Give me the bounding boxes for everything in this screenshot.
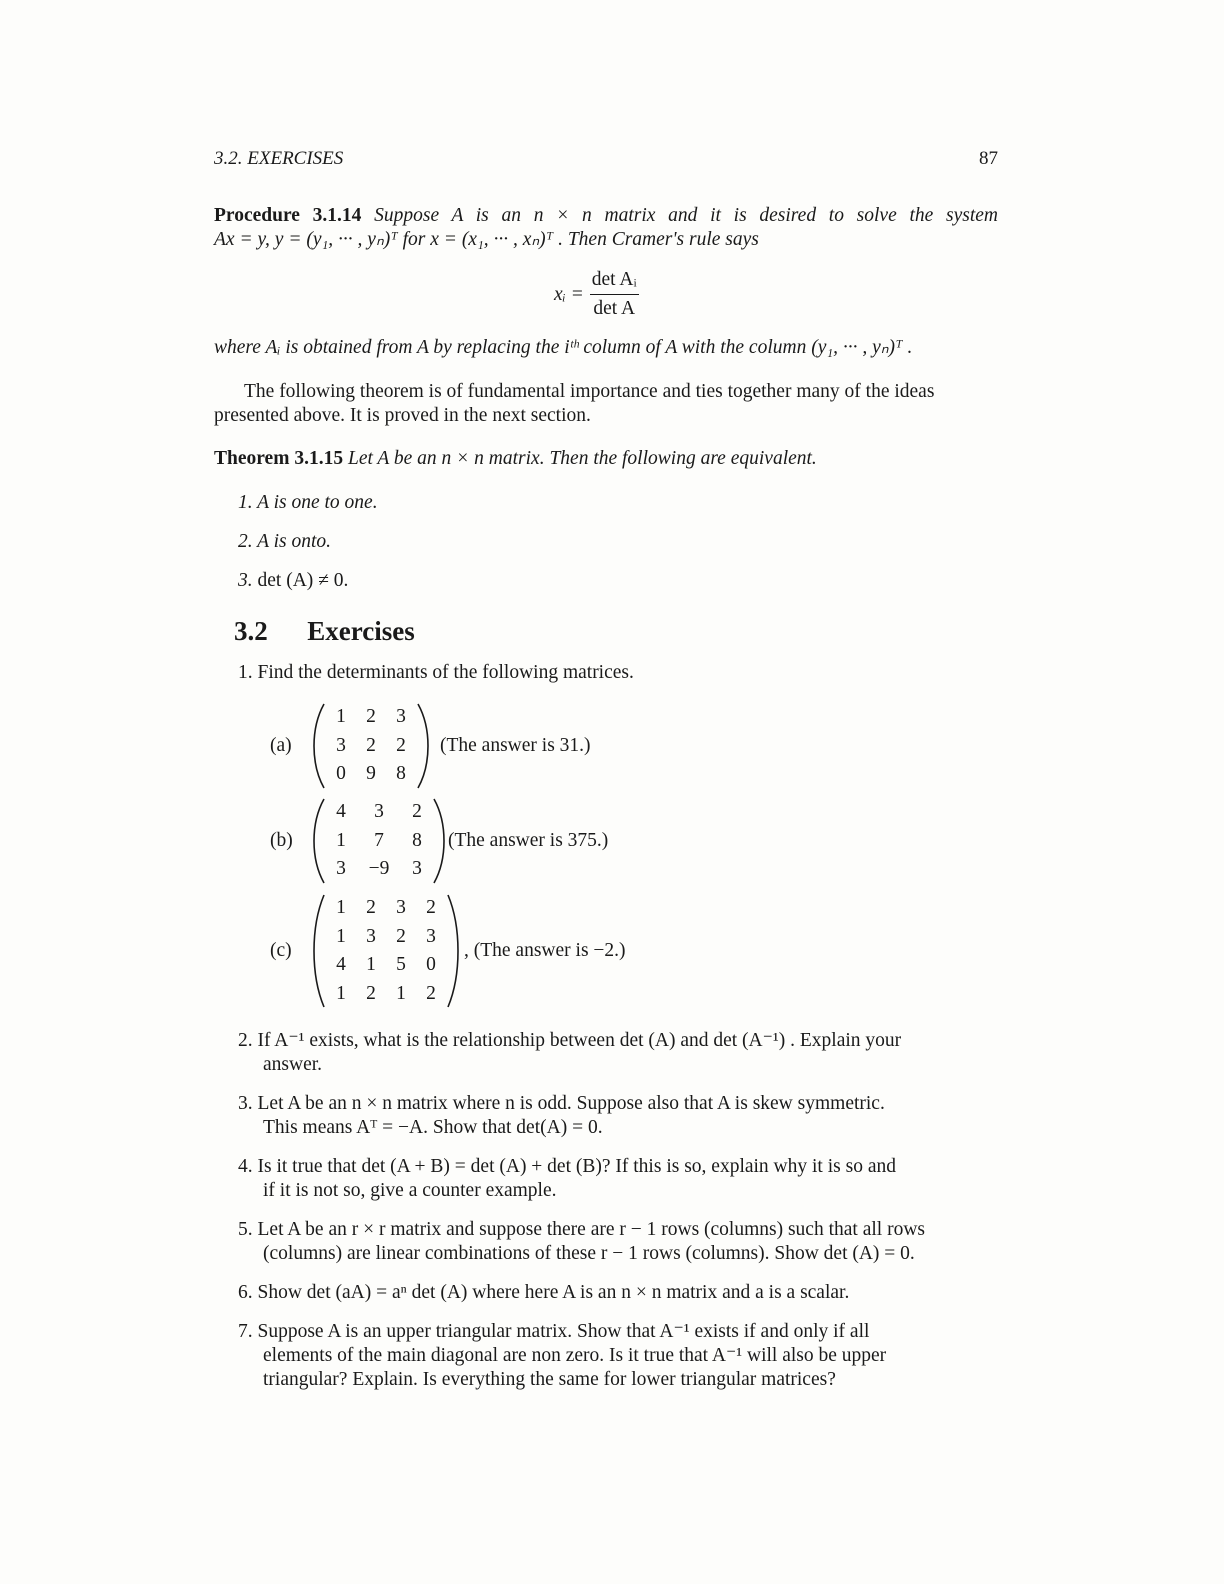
matrix-cell: 4: [336, 801, 346, 823]
matrix-cell: 2: [366, 982, 376, 1004]
exercise-1a: [270, 702, 591, 790]
exercise-number: 4.: [238, 1156, 253, 1177]
matrix-cell: 1: [336, 706, 346, 728]
matrix-cell: 3: [336, 858, 346, 880]
exercise-text: Show det (aA) = aⁿ det (A) where here A is an n × n matrix and a is a scalar.: [257, 1282, 850, 1303]
right-paren-icon: [446, 893, 460, 1009]
matrix-a-grid: [326, 703, 416, 789]
formula-lhs: xᵢ =: [554, 283, 584, 305]
matrix-cell: 3: [396, 897, 406, 918]
matrix-cell: 3: [396, 706, 406, 728]
exercise-6: [238, 1281, 849, 1305]
matrix-b: [312, 797, 446, 885]
matrix-cell: 1: [336, 829, 346, 851]
matrix-cell: 2: [396, 734, 406, 756]
procedure-line-2: Ax = y, y = (y₁, ··· , yₙ)ᵀ for x = (x₁, ··· , xₙ)ᵀ . Then Cramer's rule says: [214, 229, 759, 250]
theorem-item-2: [238, 530, 331, 554]
left-paren-icon: [312, 702, 326, 790]
theorem-item-1: [238, 491, 378, 515]
theorem-item-number: 2.: [238, 531, 253, 552]
section-title: Exercises: [307, 616, 415, 646]
exercise-1b: [270, 797, 608, 885]
exercise-text: Find the determinants of the following matrices.: [257, 662, 634, 683]
exercise-2: [238, 1029, 901, 1053]
procedure-label: Procedure 3.1.14: [214, 205, 362, 226]
matrix-cell: 1: [366, 954, 376, 975]
procedure-line-1: [214, 204, 998, 228]
matrix-cell: 0: [426, 954, 436, 975]
procedure-text-1: Suppose A is an n × n matrix and it is desired to solve the system: [374, 205, 998, 226]
intro-paragraph-line-2: presented above. It is proved in the next section.: [214, 405, 591, 426]
exercise-number: 7.: [238, 1321, 253, 1342]
formula-numerator: det Aᵢ: [590, 268, 639, 295]
theorem-item-text: A is one to one.: [257, 492, 378, 513]
matrix-cell: 9: [366, 763, 376, 785]
matrix-cell: 1: [396, 982, 406, 1004]
answer-text: (The answer is 31.): [440, 735, 591, 756]
theorem-label: Theorem 3.1.15: [214, 448, 344, 469]
section-heading: [234, 616, 415, 647]
exercise-7-line-2: elements of the main diagonal are non zero. Is it true that A⁻¹ will also be upper: [263, 1345, 887, 1366]
theorem-item-text: det (A) ≠ 0.: [257, 570, 349, 591]
matrix-cell: 3: [336, 734, 346, 756]
exercise-7-line-3: triangular? Explain. Is everything the same for lower triangular matrices?: [263, 1369, 836, 1390]
exercise-1c: [270, 893, 626, 1009]
matrix-a: [312, 702, 430, 790]
page-number: 87: [979, 148, 998, 169]
matrix-cell: 2: [366, 734, 376, 756]
exercise-text: If A⁻¹ exists, what is the relationship between det (A) and det (A⁻¹) . Explain your: [257, 1030, 902, 1051]
procedure-where-line: where Aᵢ is obtained from A by replacing the iᵗʰ column of A with the column (y₁, ··· , yₙ)ᵀ .: [214, 337, 913, 358]
theorem-item-number: 3.: [238, 570, 253, 591]
part-label: (a): [270, 735, 292, 756]
matrix-cell: 2: [366, 706, 376, 728]
exercise-3: [238, 1092, 885, 1116]
exercise-number: 5.: [238, 1219, 253, 1240]
exercise-3-line-2: This means Aᵀ = −A. Show that det(A) = 0.: [263, 1117, 603, 1138]
part-label: (b): [270, 830, 293, 851]
formula-fraction: [590, 268, 639, 321]
matrix-cell: 2: [426, 982, 436, 1004]
matrix-cell: 3: [374, 801, 384, 823]
answer-text: , (The answer is −2.): [464, 940, 626, 961]
intro-paragraph-line-1: The following theorem is of fundamental importance and ties together many of the ideas: [244, 381, 935, 402]
matrix-cell: 8: [396, 763, 406, 785]
matrix-b-grid: [326, 798, 432, 884]
exercise-2-line-2: answer.: [263, 1054, 323, 1075]
theorem-item-number: 1.: [238, 492, 253, 513]
exercise-number: 3.: [238, 1093, 253, 1114]
matrix-cell: −9: [368, 858, 390, 880]
running-header-section: 3.2. EXERCISES: [214, 148, 344, 169]
matrix-cell: 1: [336, 897, 346, 918]
cramer-formula: [554, 268, 639, 321]
matrix-cell: 1: [336, 925, 346, 947]
theorem-text: Let A be an n × n matrix. Then the following are equivalent.: [347, 448, 817, 469]
matrix-cell: 2: [396, 925, 406, 947]
matrix-cell: 2: [366, 897, 376, 918]
theorem-item-3: [238, 569, 348, 593]
exercise-number: 6.: [238, 1282, 253, 1303]
matrix-cell: 8: [412, 829, 422, 851]
left-paren-icon: [312, 893, 326, 1009]
exercise-7: [238, 1320, 869, 1344]
theorem-statement: [214, 447, 817, 471]
matrix-cell: 1: [336, 982, 346, 1004]
exercise-5-line-2: (columns) are linear combinations of these r − 1 rows (columns). Show det (A) = 0.: [263, 1243, 915, 1264]
answer-text: (The answer is 375.): [448, 830, 609, 851]
exercise-number: 1.: [238, 662, 253, 683]
matrix-cell: 2: [412, 801, 422, 823]
exercise-1: [238, 661, 634, 685]
matrix-c: [312, 893, 460, 1009]
theorem-item-text: A is onto.: [257, 531, 332, 552]
left-paren-icon: [312, 797, 326, 885]
exercise-text: Let A be an n × n matrix where n is odd. Suppose also that A is skew symmetric.: [257, 1093, 885, 1114]
exercise-text: Suppose A is an upper triangular matrix. Show that A⁻¹ exists if and only if all: [257, 1321, 870, 1342]
matrix-cell: 4: [336, 954, 346, 975]
matrix-cell: 3: [366, 925, 376, 947]
exercise-4: [238, 1155, 896, 1179]
matrix-cell: 0: [336, 763, 346, 785]
matrix-cell: 2: [426, 897, 436, 918]
exercise-text: Let A be an r × r matrix and suppose there are r − 1 rows (columns) such that all rows: [257, 1219, 925, 1240]
exercise-4-line-2: if it is not so, give a counter example.: [263, 1180, 557, 1201]
right-paren-icon: [416, 702, 430, 790]
matrix-c-grid: [326, 894, 446, 1008]
formula-denominator: det A: [593, 298, 636, 319]
matrix-cell: 7: [374, 829, 384, 851]
right-paren-icon: [432, 797, 446, 885]
exercise-text: Is it true that det (A + B) = det (A) + det (B)? If this is so, explain why it is so and: [257, 1156, 896, 1177]
section-number: 3.2: [234, 616, 268, 646]
matrix-cell: 5: [396, 954, 406, 975]
part-label: (c): [270, 940, 292, 961]
exercise-5: [238, 1218, 925, 1242]
matrix-cell: 3: [412, 858, 422, 880]
exercise-number: 2.: [238, 1030, 253, 1051]
matrix-cell: 3: [426, 925, 436, 947]
